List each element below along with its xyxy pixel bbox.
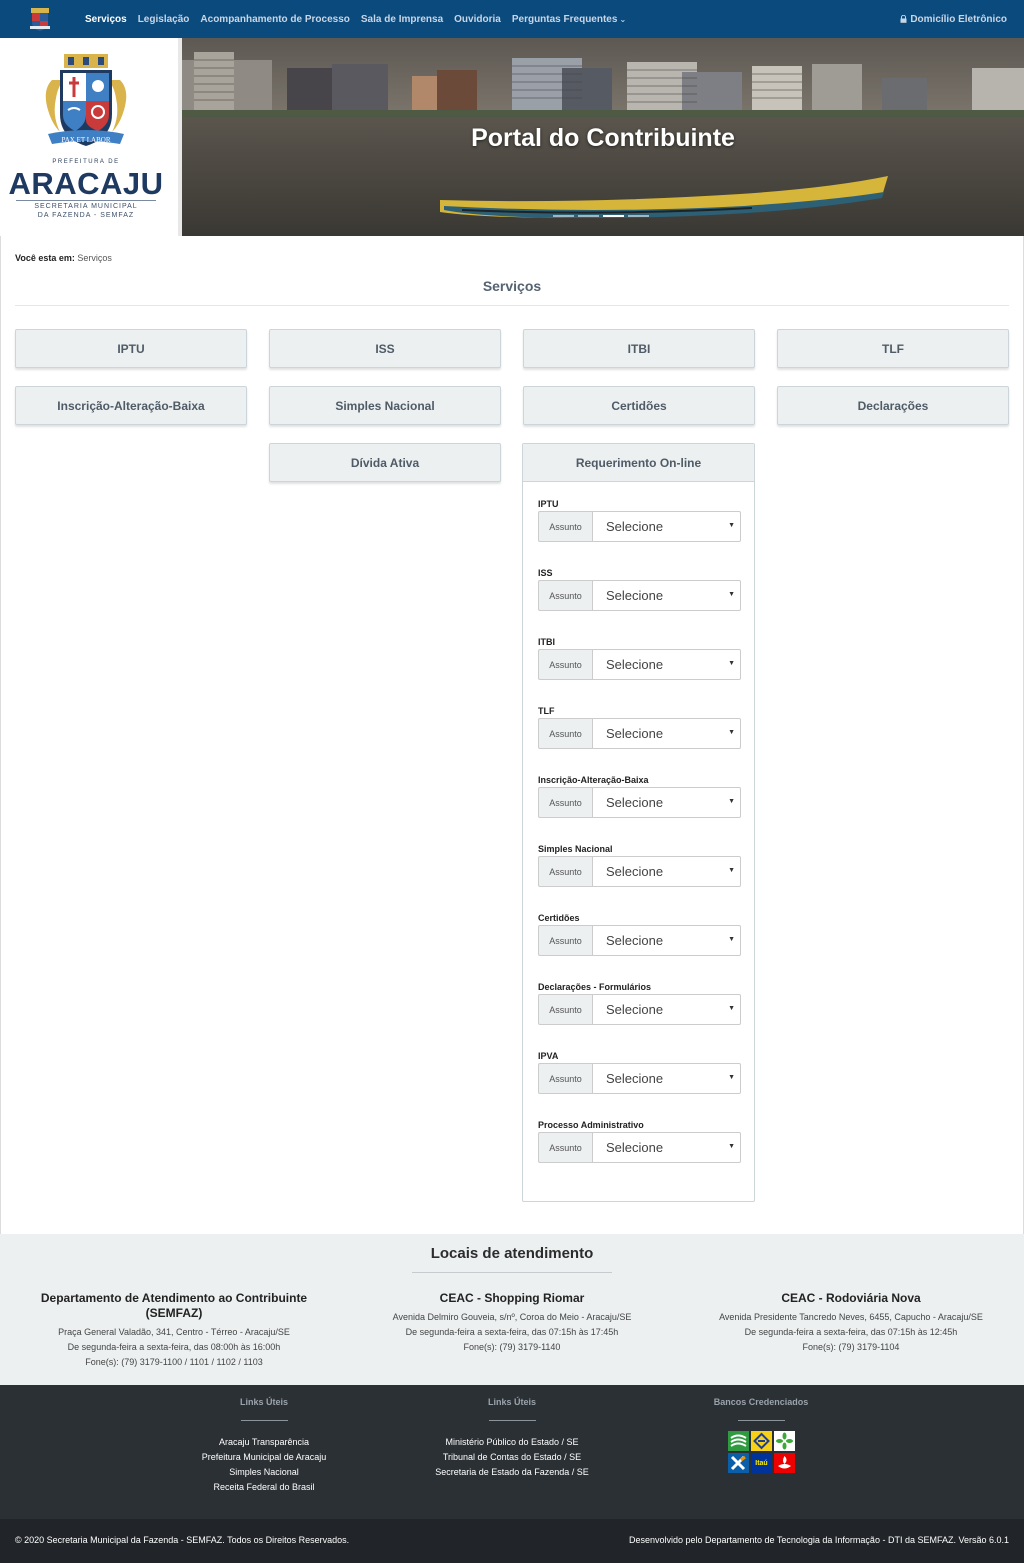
caret-down-icon: ▼ — [728, 936, 735, 943]
location-name: CEAC - Shopping Riomar — [439, 1291, 585, 1305]
location-address: Avenida Presidente Tancredo Neves, 6455, Capucho - Aracaju/SE — [719, 1312, 983, 1322]
footer-column-title: Bancos Credenciados — [713, 1397, 809, 1407]
location-rodoviaria-nova — [701, 1291, 1001, 1355]
chevron-down-icon: ⌄ — [619, 14, 627, 24]
assunto-addon: Assunto — [538, 925, 592, 956]
title-divider — [15, 305, 1009, 306]
nav-link-perguntas-label: Perguntas Frequentes — [511, 13, 618, 25]
req-field-simples-nacional — [538, 844, 741, 887]
service-button-iptu[interactable]: IPTU — [15, 329, 247, 368]
req-field-inscricao — [538, 775, 741, 818]
requerimento-online-toggle[interactable]: Requerimento On-line — [523, 444, 754, 482]
location-phone: Fone(s): (79) 3179-1100 / 1101 / 1102 / 1103 — [85, 1357, 263, 1367]
bank-logos-grid — [728, 1431, 794, 1473]
footer-link-ministerio-publico[interactable]: Ministério Público do Estado / SE — [445, 1437, 579, 1447]
assunto-select-tlf[interactable] — [592, 718, 741, 749]
location-name: Departamento de Atendimento ao Contribuinte (SEMFAZ) — [40, 1291, 308, 1320]
footer — [0, 1385, 1024, 1519]
location-address: Praça General Valadão, 341, Centro - Térreo - Aracaju/SE — [58, 1327, 290, 1337]
nav-link-perguntas-frequentes[interactable] — [512, 14, 626, 25]
assunto-select-declaracoes[interactable] — [592, 994, 741, 1025]
req-field-label: TLF — [538, 706, 555, 716]
carousel-dot-active[interactable] — [603, 215, 624, 217]
hero-carousel[interactable] — [182, 38, 1024, 236]
assunto-addon: Assunto — [538, 1063, 592, 1094]
sicredi-logo[interactable] — [774, 1431, 795, 1451]
assunto-select-certidoes[interactable] — [592, 925, 741, 956]
service-button-inscricao[interactable]: Inscrição-Alteração-Baixa — [15, 386, 247, 425]
req-field-iss — [538, 568, 741, 611]
hero-title: Portal do Contribuinte — [471, 124, 735, 152]
select-value: Selecione — [606, 519, 664, 534]
location-hours: De segunda-feira a sexta-feira, das 07:15h às 12:45h — [744, 1327, 958, 1337]
carousel-dot[interactable] — [628, 215, 649, 217]
caixa-logo[interactable] — [728, 1453, 749, 1473]
select-value: Selecione — [606, 1071, 664, 1086]
footer-link-aracaju-transparencia[interactable]: Aracaju Transparência — [218, 1437, 310, 1447]
assunto-addon: Assunto — [538, 856, 592, 887]
logo-secretaria-line-1: SECRETARIA MUNICIPAL — [34, 203, 138, 210]
locais-de-atendimento — [0, 1234, 1024, 1385]
footer-column-title: Links Úteis — [239, 1397, 288, 1407]
location-phone: Fone(s): (79) 3179-1104 — [802, 1342, 900, 1352]
aracaju-coat-of-arms-icon — [38, 50, 134, 158]
caret-down-icon: ▼ — [728, 867, 735, 874]
assunto-select-iss[interactable] — [592, 580, 741, 611]
req-field-label: IPVA — [538, 1051, 559, 1061]
select-value: Selecione — [606, 1002, 664, 1017]
req-field-processo-administrativo — [538, 1120, 741, 1163]
logo-prefeitura-text: PREFEITURA DE — [52, 159, 120, 165]
assunto-select-iptu[interactable] — [592, 511, 741, 542]
domicilio-label: Domicílio Eletrônico — [910, 13, 1007, 25]
carousel-indicators — [553, 215, 653, 217]
select-value: Selecione — [606, 1140, 664, 1155]
caret-down-icon: ▼ — [728, 660, 735, 667]
service-button-divida-ativa[interactable]: Dívida Ativa — [269, 443, 501, 482]
breadcrumb-prefix: Você esta em: — [15, 253, 75, 263]
footer-column-title: Links Úteis — [487, 1397, 536, 1407]
carousel-dot[interactable] — [578, 215, 599, 217]
assunto-addon: Assunto — [538, 718, 592, 749]
footer-link-tribunal-de-contas[interactable]: Tribunal de Contas do Estado / SE — [442, 1452, 582, 1462]
service-button-certidoes[interactable]: Certidões — [523, 386, 755, 425]
footer-divider — [738, 1420, 785, 1421]
page-title: Serviços — [482, 278, 542, 294]
footer-divider — [489, 1420, 536, 1421]
locations-title: Locais de atendimento — [430, 1245, 594, 1262]
logo-city-name: ARACAJU — [8, 166, 164, 201]
caret-down-icon: ▼ — [728, 1005, 735, 1012]
location-hours: De segunda-feira a sexta-feira, das 08:00h às 16:00h — [67, 1342, 281, 1352]
developed-by-text: Desenvolvido pelo Departamento de Tecnologia da Informação - DTI da SEMFAZ. Versão 6.0.1 — [628, 1535, 1009, 1545]
req-field-label: Certidões — [538, 913, 580, 923]
breadcrumb — [15, 253, 112, 263]
assunto-select-simples-nacional[interactable] — [592, 856, 741, 887]
copyright-text: © 2020 Secretaria Municipal da Fazenda - SEMFAZ. Todos os Direitos Reservados. — [15, 1535, 350, 1545]
select-value: Selecione — [606, 657, 664, 672]
assunto-addon: Assunto — [538, 994, 592, 1025]
req-field-itbi — [538, 637, 741, 680]
req-field-certidoes — [538, 913, 741, 956]
footer-link-simples-nacional[interactable]: Simples Nacional — [229, 1467, 299, 1477]
breadcrumb-current[interactable]: Serviços — [77, 253, 112, 263]
select-value: Selecione — [606, 795, 664, 810]
caret-down-icon: ▼ — [728, 1143, 735, 1150]
nav-link-ouvidoria[interactable]: Ouvidoria — [454, 13, 501, 25]
assunto-addon: Assunto — [538, 1132, 592, 1163]
location-riomar — [362, 1291, 662, 1355]
req-field-ipva — [538, 1051, 741, 1094]
assunto-select-ipva[interactable] — [592, 1063, 741, 1094]
banese-logo[interactable] — [728, 1431, 749, 1451]
req-field-tlf — [538, 706, 741, 749]
location-hours: De segunda-feira a sexta-feira, das 07:15h às 17:45h — [405, 1327, 619, 1337]
location-semfaz — [24, 1291, 324, 1370]
footer-links-column-1 — [139, 1397, 389, 1495]
location-name: CEAC - Rodoviária Nova — [781, 1291, 921, 1305]
hero-banner — [0, 38, 1024, 236]
select-value: Selecione — [606, 588, 664, 603]
assunto-select-processo-administrativo[interactable] — [592, 1132, 741, 1163]
service-button-iss[interactable]: ISS — [269, 329, 501, 368]
bottom-bar — [0, 1519, 1024, 1563]
service-button-simples-nacional[interactable]: Simples Nacional — [269, 386, 501, 425]
locations-divider — [412, 1272, 612, 1273]
location-address: Avenida Delmiro Gouveia, s/nº, Coroa do Meio - Aracaju/SE — [392, 1312, 632, 1322]
logo-divider — [16, 200, 156, 201]
assunto-select-inscricao[interactable] — [592, 787, 741, 818]
city-crest-icon[interactable] — [28, 6, 52, 32]
service-button-declaracoes[interactable]: Declarações — [777, 386, 1009, 425]
assunto-addon: Assunto — [538, 649, 592, 680]
caret-down-icon: ▼ — [728, 798, 735, 805]
service-button-tlf[interactable]: TLF — [777, 329, 1009, 368]
footer-link-receita-federal[interactable]: Receita Federal do Brasil — [213, 1482, 315, 1492]
assunto-select-itbi[interactable] — [592, 649, 741, 680]
lock-icon — [900, 15, 907, 23]
location-phone: Fone(s): (79) 3179-1140 — [463, 1342, 561, 1352]
select-value: Selecione — [606, 864, 664, 879]
assunto-addon: Assunto — [538, 511, 592, 542]
logo-secretaria-line-2: DA FAZENDA - SEMFAZ — [37, 212, 135, 219]
select-value: Selecione — [606, 726, 664, 741]
req-field-label: Inscrição-Alteração-Baixa — [538, 775, 649, 785]
santander-logo[interactable] — [774, 1453, 795, 1473]
banco-do-brasil-logo[interactable] — [751, 1431, 772, 1451]
nav-link-sala-de-imprensa[interactable]: Sala de Imprensa — [360, 13, 444, 25]
footer-banks-column — [636, 1397, 886, 1473]
req-field-label: Declarações - Formulários — [538, 982, 652, 992]
footer-divider — [241, 1420, 288, 1421]
prefeitura-logo[interactable] — [0, 38, 182, 236]
req-field-label: Processo Administrativo — [538, 1120, 644, 1130]
req-field-label: ITBI — [538, 637, 555, 647]
req-field-declaracoes-formularios — [538, 982, 741, 1025]
caret-down-icon: ▼ — [728, 729, 735, 736]
nav-link-acompanhamento[interactable]: Acompanhamento de Processo — [200, 13, 350, 25]
footer-link-sefaz-se[interactable]: Secretaria de Estado da Fazenda / SE — [435, 1467, 589, 1477]
nav-link-domicilio-eletronico[interactable] — [900, 0, 1007, 38]
caret-down-icon: ▼ — [728, 591, 735, 598]
nav-link-servicos[interactable]: Serviços — [85, 13, 127, 25]
req-field-label: IPTU — [538, 499, 559, 509]
nav-link-legislacao[interactable]: Legislação — [137, 13, 190, 25]
footer-links-column-2 — [387, 1397, 637, 1480]
caret-down-icon: ▼ — [728, 1074, 735, 1081]
service-button-itbi[interactable]: ITBI — [523, 329, 755, 368]
crest-motto: PAX ET LABOR — [61, 136, 111, 144]
footer-link-prefeitura-aracaju[interactable]: Prefeitura Municipal de Aracaju — [201, 1452, 327, 1462]
req-field-label: Simples Nacional — [538, 844, 613, 854]
req-field-iptu — [538, 499, 741, 542]
assunto-addon: Assunto — [538, 580, 592, 611]
select-value: Selecione — [606, 933, 664, 948]
itau-logo[interactable]: Itaú — [751, 1453, 772, 1473]
requerimento-online-panel — [522, 443, 755, 1202]
req-field-label: ISS — [538, 568, 553, 578]
top-navbar — [0, 0, 1024, 38]
caret-down-icon: ▼ — [728, 522, 735, 529]
assunto-addon: Assunto — [538, 787, 592, 818]
carousel-dot[interactable] — [553, 215, 574, 217]
